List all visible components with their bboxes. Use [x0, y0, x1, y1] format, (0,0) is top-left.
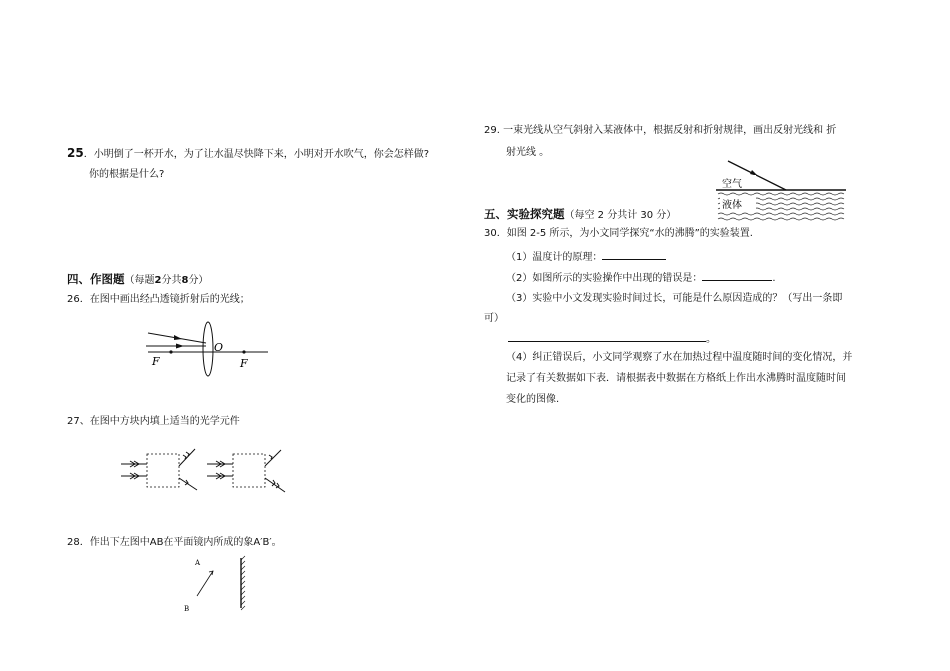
label-F-right: F: [240, 357, 248, 370]
arrow-icon: [176, 344, 184, 349]
section5-heading: 五、实验探究题（每空 2 分共计 30 分）: [484, 207, 677, 221]
refraction-diagram: [716, 158, 848, 224]
q30-part4-line1: （4）纠正错误后，小文同学观察了水在加热过程中温度随时间的变化情况，并: [506, 352, 853, 363]
label-F-left: F: [152, 355, 160, 368]
arrow-icon: [174, 335, 182, 340]
label-liquid: 液体: [722, 200, 742, 211]
q29-line2: 射光线 。: [506, 147, 550, 158]
q30-part3-line1: （3）实验中小文发现实验时间过长，可能是什么原因造成的？（写出一条即: [506, 293, 843, 304]
q30-intro: 30．如图 2-5 所示，为小文同学探究“水的沸腾”的实验装置.: [484, 228, 753, 239]
q28-text: 28．作出下左图中AB在平面镜内所成的象A′B′。: [67, 537, 282, 548]
plane-mirror-diagram: [180, 556, 260, 616]
section4-heading: 四、作图题（每题2分共8分）: [67, 272, 209, 286]
convex-lens-icon: [203, 322, 213, 376]
q30-part4-line2: 记录了有关数据如下表．请根据表中数据在方格纸上作出水沸腾时温度随时间: [506, 373, 846, 384]
q30-part3-line2: 可）: [484, 313, 504, 324]
q30-part2: （2）如图所示的实验操作中出现的错误是： .: [506, 270, 776, 286]
answer-blank[interactable]: [702, 270, 772, 281]
q30-part1: （1）温度计的原理：: [506, 249, 666, 265]
focus-point-right: [242, 350, 245, 353]
answer-blank[interactable]: [508, 331, 706, 342]
q26-text: 26．在图中画出经凸透镜折射后的光线；: [67, 294, 250, 305]
label-O: O: [214, 341, 224, 354]
label-air: 空气: [722, 179, 742, 190]
q25-line1: 25．小明倒了一杯开水，为了让水温尽快降下来，小明对开水吹气，你会怎样做?: [67, 146, 430, 160]
optical-elements-diagram: [118, 446, 288, 496]
focus-point-left: [169, 350, 172, 353]
label-B: B: [184, 605, 190, 613]
q30-part4-line3: 变化的图像.: [506, 394, 560, 405]
object-AB: [197, 571, 213, 596]
convex-lens-diagram: [140, 318, 280, 382]
q25-line2: 你的根据是什么?: [89, 169, 165, 180]
q25-number: 25: [67, 146, 84, 160]
blank-box-2: [233, 454, 265, 487]
q29-line1: 29. 一束光线从空气斜射入某液体中，根据反射和折射规律，画出反射光线和 折: [484, 125, 837, 136]
answer-blank[interactable]: [602, 249, 666, 260]
q30-part3-blank-line: 。: [508, 331, 716, 347]
q27-text: 27、在图中方块内填上适当的光学元件: [67, 416, 240, 427]
blank-box-1: [147, 454, 179, 487]
label-A: A: [195, 559, 201, 567]
